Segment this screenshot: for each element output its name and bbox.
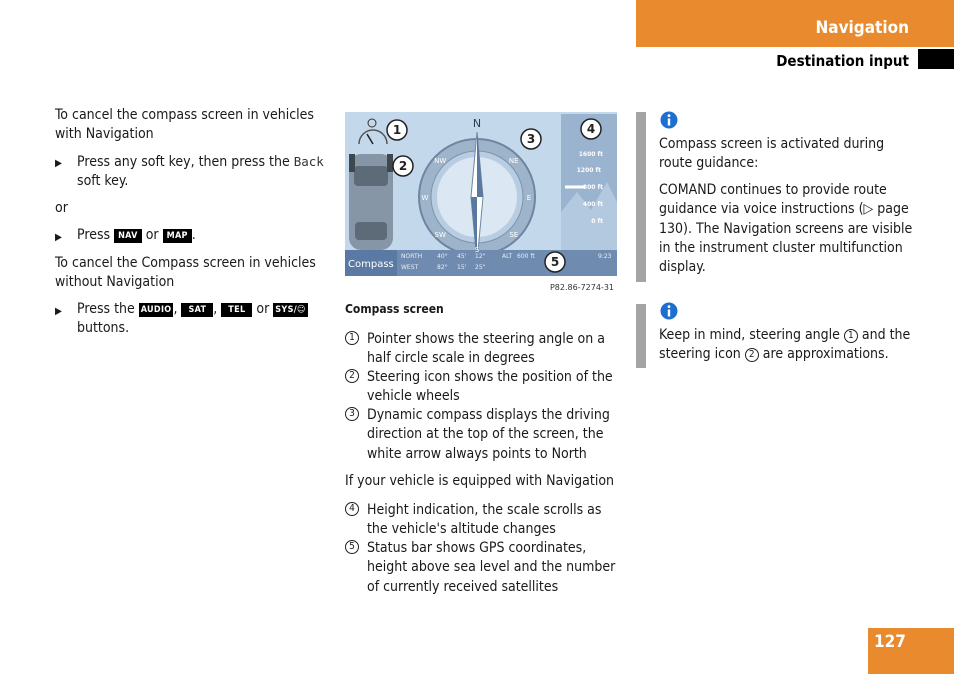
info-icon — [660, 111, 678, 129]
svg-text:82°: 82° — [437, 264, 448, 271]
nav-equipped-note: If your vehicle is equipped with Navigation — [345, 473, 615, 489]
compass-letter-sw: SW — [434, 230, 446, 239]
cancel-with-nav-intro: To cancel the compass screen in vehicles with Navigation — [55, 107, 314, 143]
svg-text:15': 15' — [457, 264, 467, 271]
svg-text:WEST: WEST — [401, 264, 419, 271]
svg-text:ALT: ALT — [502, 253, 513, 260]
callout-4: 4 — [586, 122, 596, 136]
note-bar — [636, 112, 646, 282]
compass-letter-nw: NW — [434, 157, 447, 166]
compass-letter-e: E — [526, 194, 532, 202]
subsection-marker — [918, 49, 954, 69]
compass-north-label: N — [472, 117, 482, 130]
note1-para2: COMAND continues to provide route guidance via voice instructions (▷ page 130). The Navigation screens are visible in the instrument cluster multifunction display. — [659, 182, 913, 276]
bullet-icon: ▶ — [55, 232, 62, 243]
back-softkey-label: Back — [293, 154, 324, 169]
map-key: MAP — [163, 229, 192, 243]
scale-800: 800 ft — [582, 184, 603, 191]
note1-para1: Compass screen is activated during route guidance: — [659, 136, 885, 172]
svg-text:25": 25" — [475, 264, 486, 271]
scale-400: 400 ft — [582, 201, 603, 208]
bullet-icon: ▶ — [55, 158, 62, 169]
callout-2: 2 — [398, 159, 408, 173]
audio-key: AUDIO — [140, 305, 172, 315]
figure-caption: Compass screen — [345, 302, 444, 316]
cancel-without-nav-intro: To cancel the Compass screen in vehicles without Navigation — [55, 255, 316, 291]
page-number: 127 — [874, 632, 906, 652]
svg-text:600 ft: 600 ft — [517, 253, 535, 260]
scale-1600: 1600 ft — [578, 151, 603, 158]
note-bar — [636, 304, 646, 368]
compass-screen-figure — [345, 112, 618, 296]
tel-key: TEL — [221, 303, 252, 317]
svg-text:12": 12" — [475, 253, 486, 260]
step-press-buttons: ▶ Press the AUDIO , SAT , TEL or SYS/☺ buttons. — [55, 301, 306, 337]
sat-key: SAT — [181, 303, 213, 317]
compass-letter-s: S — [474, 246, 480, 254]
scale-1200: 1200 ft — [576, 167, 601, 174]
callout-list-2: 4 Height indication, the scale scrolls as the vehicle's altitude changes 5 Status bar shows GPS coordinates, height above sea level and the number of currently received satellites — [345, 501, 620, 601]
section-title: Navigation — [815, 18, 909, 38]
step-press-nav-map: ▶ Press NAV or MAP . — [55, 226, 330, 245]
nav-key: NAV — [114, 229, 142, 243]
svg-text:NORTH: NORTH — [401, 253, 423, 260]
compass-letter-ne: NE — [508, 157, 519, 166]
callout-3: 3 — [526, 132, 536, 146]
compass-letter-w: W — [421, 194, 429, 202]
subsection-title: Destination input — [776, 52, 909, 70]
bullet-icon: ▶ — [55, 306, 62, 317]
callout-list-1: 1 Pointer shows the steering angle on a half circle scale in degrees 2 Steering icon shows the position of the vehicle wheels 3 Dynamic compass displays the driving direction at the top of the screen, the white arrow always points to North — [345, 330, 620, 470]
svg-text:40°: 40° — [437, 253, 448, 260]
info-icon — [660, 302, 678, 320]
or-text: or — [55, 200, 68, 216]
callout-1: 1 — [392, 123, 402, 137]
compass-letter-se: SE — [509, 230, 519, 239]
svg-text:9:23: 9:23 — [598, 253, 612, 260]
sys-key: SYS/☺ — [275, 305, 306, 315]
note2-text: Keep in mind, steering angle 1 and the steering icon 2 are approximations. — [659, 327, 911, 363]
scale-0: 0 ft — [591, 218, 603, 225]
svg-text:45': 45' — [457, 253, 467, 260]
status-compass-label: Compass — [348, 259, 394, 270]
step-soft-key: ▶ Press any soft key, then press the Back soft key. — [55, 154, 324, 190]
figure-reference: P82.86-7274-31 — [549, 283, 614, 292]
callout-5: 5 — [550, 255, 560, 269]
